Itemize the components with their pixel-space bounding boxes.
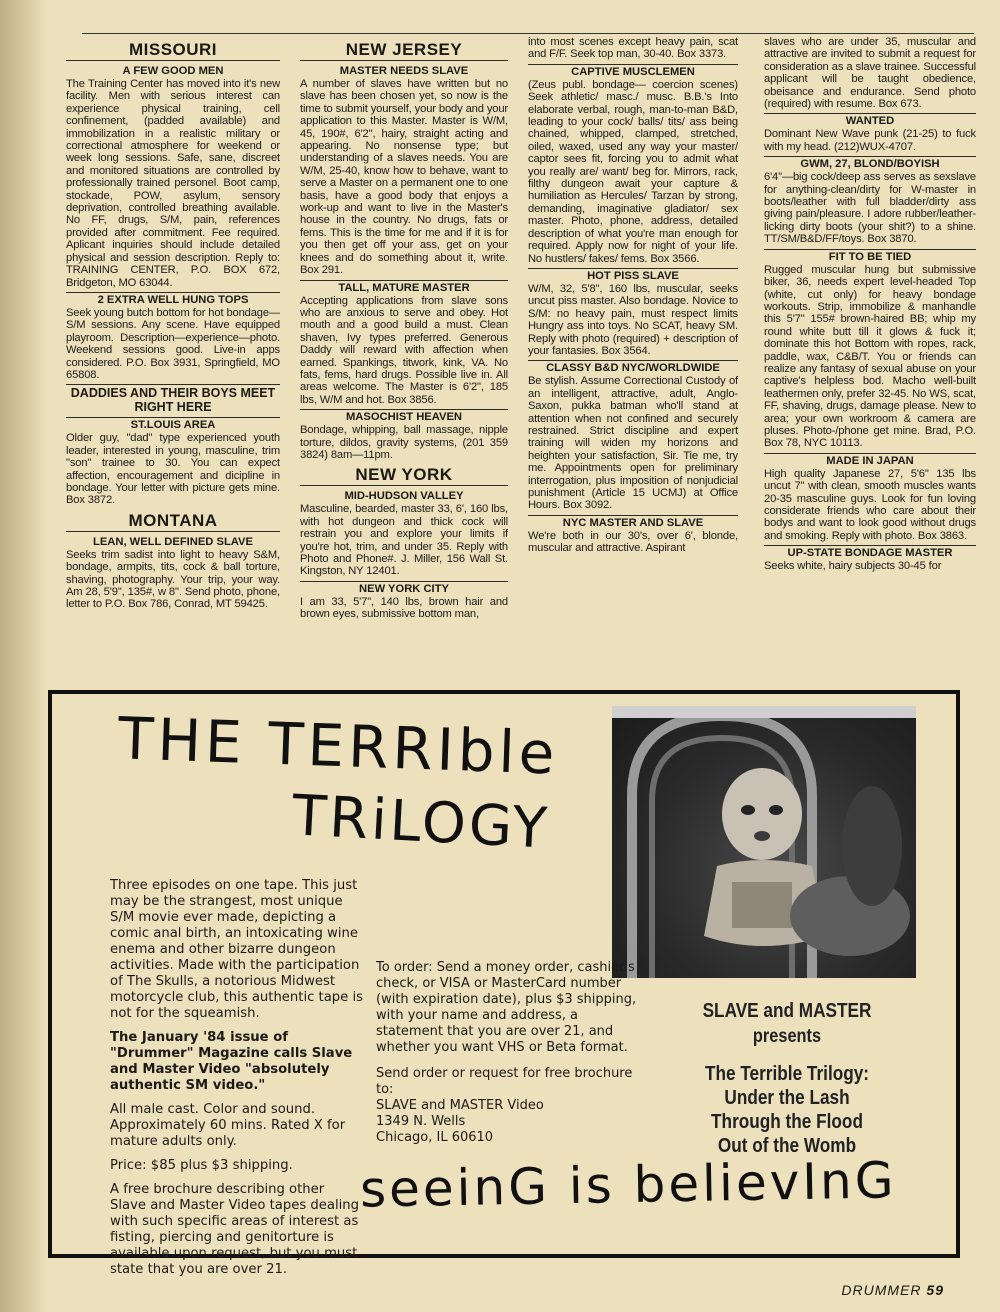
- ad-heading: MASOCHIST HEAVEN: [300, 409, 508, 423]
- page-footer: [841, 1282, 944, 1298]
- ad-heading: NEW YORK CITY: [300, 581, 508, 595]
- top-rule: [82, 33, 974, 34]
- ad-body: Bondage, whipping, ball massage, nipple torture, dildos, gravity systems, (201 359 3824) 8am—11pm.: [300, 424, 508, 461]
- state-heading: MISSOURI: [66, 41, 280, 61]
- handwritten-tagline: seeinG is believInG: [359, 1151, 897, 1219]
- doll-photo: [612, 706, 916, 978]
- promo-paragraph-2: All male cast. Color and sound. Approximately 60 mins. Rated X for mature adults only.: [110, 1102, 346, 1149]
- ad-heading: LEAN, WELL DEFINED SLAVE: [93, 535, 253, 548]
- ad-body: Seeks trim sadist into light to heavy S&M, bondage, armpits, tits, cock & ball torture, shaving, photography. Your trip, your way. Am 28, 5'9", 135#, w 8". Send photo, phone, letter to P.O. Box 786, Conrad, MT 59425.: [66, 548, 280, 611]
- address-line-3: Chicago, IL 60610: [376, 1130, 494, 1145]
- tape-titles: [652, 998, 922, 1158]
- ad-body: Older guy, "dad" type experienced youth leader, interested in young, masculine, trim "son" trainee to 30. You can expect affection, encouragement and dicipline in bondage. Your letter with picture gets mine. Box 3872.: [66, 432, 280, 507]
- ad-heading: A FEW GOOD MEN: [122, 65, 224, 77]
- ad-body: Rugged muscular hung but submissive biker, 36, needs expert level-headed Top (white, cut only) for heavy bondage workouts. Strip, immobilize & manhandle this 5'7" 155# brown-haired BB; whip my round white butt till it glows & fuck it; dominate this hot Bottom with ropes, rack, paddle, wax, C&B/T. You or friends can realize any fantasy of sexual abuse on your captive's helpless bod. Macho well-built leathermen only, prefer 32-45. No WS, scat, FF, shaving, drugs, damage please. New to area; your own workroom & camera are pluses. Photo-/phone get mine. Brad, P.O. Box 78, NYC 10113.: [764, 263, 976, 450]
- classified-ads: [66, 36, 978, 682]
- ad-heading: NYC MASTER AND SLAVE: [528, 515, 738, 529]
- ad-body: We're both in our 30's, over 6', blonde, muscular and attractive. Aspirant: [528, 529, 738, 555]
- ad-column-2: [300, 36, 508, 682]
- ad-column-1: [66, 36, 280, 682]
- title-out-of-the-womb: Out of the Womb: [717, 1135, 857, 1157]
- presenter-name: SLAVE and MASTER: [702, 1000, 872, 1022]
- promo-paragraph-1: Three episodes on one tape. This just may be the strangest, most unique S/M movie ever made, depicting a comic anal birth, an intoxicating wine enema and other bizarre dungeon activities. Made with the participation of The Skulls, a notorious Midwest motorcycle club, this authentic tape is not for the squeamish.: [110, 878, 364, 1021]
- ad-heading: GWM, 27, BLOND/BOYISH: [764, 156, 976, 170]
- ad-body: I am 33, 5'7", 140 lbs, brown hair and brown eyes, submissive bottom man,: [300, 595, 508, 621]
- ad-body: into most scenes except heavy pain, scat and F/F. Seek top man, 30-40. Box 3373.: [528, 36, 738, 61]
- page-spine: [0, 0, 48, 1312]
- presents-label: presents: [752, 1026, 822, 1047]
- handwritten-title-line-1: THE TERRIble: [116, 704, 560, 788]
- state-heading: NEW JERSEY: [300, 41, 508, 61]
- state-heading: MONTANA: [66, 512, 280, 532]
- ad-body: Seeks white, hairy subjects 30-45 for: [764, 560, 942, 573]
- title-trilogy: The Terrible Trilogy:: [704, 1063, 870, 1085]
- ad-body: Seek young butch bottom for hot bondage—S/M sessions. Any scene. Have equipped playroom. Description—experience—photo. Weekend sessions good. Live-in apps considered. P.O. Box 3931, Springfield, MO 65808.: [66, 306, 280, 381]
- ad-body: Accepting applications from slave sons who are anxious to serve and obey. Hot mouth and a good build a must. Clean shaven, Ivy types preferred. Generous Daddy will reward with affection when earned. Spankings, titwork, kink, VA. No fats, fems, hard drugs. Possible live in. All areas welcome. The Master is 6'2", 185 lbs, W/M and hot. Box 3856.: [300, 294, 508, 406]
- ad-heading: 2 EXTRA WELL HUNG TOPS: [66, 292, 280, 306]
- ad-heading: UP-STATE BONDAGE MASTER: [764, 545, 976, 559]
- handwritten-title-line-2: TRiLOGY: [290, 783, 552, 862]
- ad-body: slaves who are under 35, muscular and attractive are invited to submit a request for consideration as a slave trainee. Successful applicant will be taught obedience, obeisance and endurance. Send photo (required) with resume. Box 673.: [764, 36, 976, 111]
- state-heading: NEW YORK: [300, 466, 508, 486]
- ad-heading: CLASSY B&D NYC/WORLDWIDE: [528, 360, 738, 374]
- ad-body: Dominant New Wave punk (21-25) to fuck with my head. (212)WUX-4707.: [764, 128, 976, 153]
- ad-heading: HOT PISS SLAVE: [528, 268, 738, 282]
- ad-body: The Training Center has moved into it's new facility. Men with serious interest can experience physical training, cell confinement, (padded available) and immobilization in a realistic military or correctional atmosphere for weekend or week long sessions. Safe, sane, discreet and monitored situations are controlled by professionally trained personel. Boot camp, stockade, POW, asylum, sensory deprivation, controlled breathing available. No FF, drugs, S/M, pain, references provided after commitment. Fee required. Aplicant inquiries should include detailed physical and session description. Reply to: TRAINING CENTER, P.O. BOX 672, Bridgeton, MO 63044.: [66, 78, 280, 289]
- ad-heading: ST.LOUIS AREA: [66, 417, 280, 431]
- title-under-the-lash: Under the Lash: [724, 1087, 850, 1109]
- title-through-the-flood: Through the Flood: [711, 1111, 863, 1133]
- ad-heading: MASTER NEEDS SLAVE: [339, 65, 469, 77]
- mailing-address: [376, 1098, 640, 1146]
- ad-column-4: [764, 36, 976, 682]
- promo-description: [110, 878, 364, 1286]
- promo-price: Price: $85 plus $3 shipping.: [110, 1158, 293, 1173]
- ad-body: A number of slaves have written but no slave has been chosen yet, so now is the time to submit yourself, your body and your application to this Master. Master is W/M, 45, 190#, 6'2", hairy, straight acting and appearing. No nonsense type; but understanding of a slaves needs. You are W/M, 25-40, know how to behave, want to serve a Master on a permanent one to one basis, have a good body that enjoys a work-up and want to live in the Master's house in the country. No drugs, fats or fems. This is the time for me and if it is for you then get off your ass, get on your knees and do something about it, write. Box 291.: [300, 78, 508, 277]
- address-line-1: SLAVE and MASTER Video: [376, 1098, 544, 1113]
- ad-body: Masculine, bearded, master 33, 6', 160 lbs, with hot dungeon and thick cock will restrain you and explore your limits if you're hot, trim, and under 35. Reply with Photo and Phone#. J. Miller, 156 Wall St. Kingston, NY 12401.: [300, 503, 508, 578]
- ad-heading: DADDIES AND THEIR BOYS MEET RIGHT HERE: [66, 384, 280, 414]
- ad-heading: WANTED: [764, 113, 976, 127]
- send-text: Send order or request for free brochure to:: [376, 1066, 633, 1097]
- promo-paragraph-3: A free brochure describing other Slave and Master Video tapes dealing with such specific areas of interest as fisting, piercing and genitorture is available upon request, but you must state that you are over 21.: [110, 1182, 360, 1277]
- ad-body: (Zeus publ. bondage— coercion scenes) Seek athletic/ masc./ musc. B.B.'s Into elaborate verbal, rough, man-to-man B&D, leading to your cock/ balls/ tits/ ass being chained, whipped, clamped, stretched, oiled, waxed, used any way your master/ captor sees fit, forcing you to admit what you really are/ want/ beg for. Mirrors, rack, filthy dungeon await your capture & humiliation as Hercules/ Tarzan by strong, demanding, imaginative gladiator/ sex master. Photo, phone, address, detailed description of what you're man enough for required. Apply now for night of your life. No hustlers/ fakes/ fems. Box 3566.: [528, 78, 738, 265]
- order-instructions: [376, 960, 640, 1146]
- ad-column-3: [528, 36, 738, 682]
- address-line-2: 1349 N. Wells: [376, 1114, 466, 1129]
- ad-heading: FIT TO BE TIED: [764, 249, 976, 263]
- doll-illustration: [612, 706, 916, 978]
- magazine-name: DRUMMER: [841, 1282, 922, 1298]
- ad-heading: CAPTIVE MUSCLEMEN: [528, 64, 738, 78]
- ad-body: 6'4"—big cock/deep ass serves as sexslave for anything-clean/dirty for W-master in boots/leather with full bladder/dirty ass giving pain/pleasure. I adore rubber/leather-licking dirty boots (your shit?) to a shine. TT/SM/B&D/FF/toys. Box 3870.: [764, 171, 976, 246]
- ad-body: W/M, 32, 5'8", 160 lbs, muscular, seeks uncut piss master. Also bondage. Novice to S/M: no heavy pain, must respect limits Hungry ass into toys. No SCAT, heavy SM. Reply with photo (required) + description of your fantasies. Box 3564.: [528, 282, 738, 357]
- ad-heading: MID-HUDSON VALLEY: [344, 490, 464, 503]
- promo-quote: The January '84 issue of "Drummer" Magazine calls Slave and Master Video "absolutely authentic SM video.": [110, 1030, 353, 1093]
- ad-body: High quality Japanese 27, 5'6" 135 lbs uncut 7" with clean, smooth muscles wants 20-35 masculine guys. Look for fun loving considerate friends who care about their bodys and want to look good without drugs and smoking. Reply with photo. Box 3863.: [764, 467, 976, 542]
- ad-body: Be stylish. Assume Correctional Custody of an intelligent, attractive, adult, Anglo-Saxon, pukka batman who'll stand at attention when not confined and securely restrained. Strict discipline and expert training will widen my horizons and heighten your satisfaction, Sir. Tie me, try me. Appointments open for preliminary interrogation, plus imposition of nonjudicial punishment (Article 15 UCMJ) at Office Hours. Box 3092.: [528, 375, 738, 512]
- video-advertisement: [48, 690, 960, 1277]
- ad-heading: MADE IN JAPAN: [764, 453, 976, 467]
- page-number: 59: [926, 1282, 944, 1298]
- order-text: To order: Send a money order, cashier's check, or VISA or MasterCard number (with expiration date), plus $3 shipping, with your name and address, a statement that you are over 21, and whether you want VHS or Beta format.: [376, 960, 637, 1055]
- ad-heading: TALL, MATURE MASTER: [300, 280, 508, 294]
